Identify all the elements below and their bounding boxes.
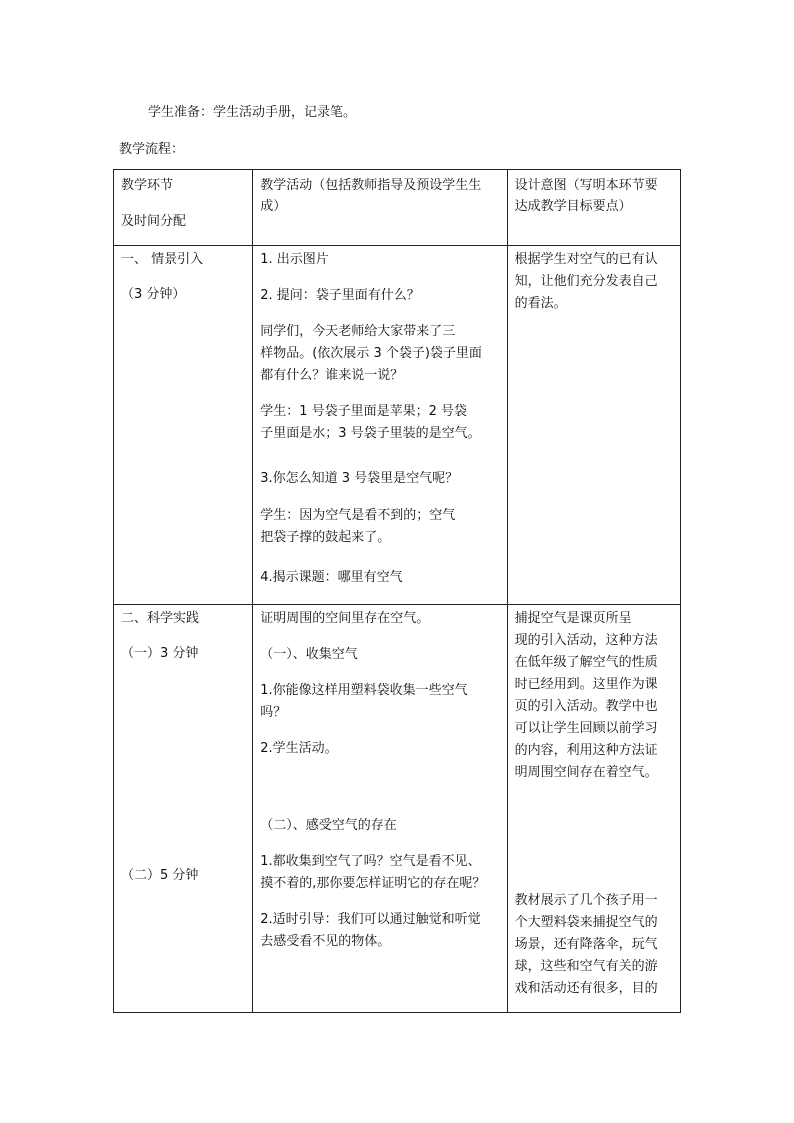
lesson-table — [113, 169, 681, 1013]
row1-activity-cell — [253, 246, 507, 605]
row2-activity-line: 1.都收集到空气了吗？空气是看不见、 — [260, 854, 481, 869]
row1-activity-line: 同学们，今天老师给大家带来了三 — [260, 324, 456, 339]
row2-activity-cell — [253, 605, 507, 1013]
row2-activity-line: 2.适时引导：我们可以通过触觉和听觉 — [260, 912, 481, 927]
row1-activity-line: 把袋子撑的鼓起来了。 — [260, 530, 391, 545]
row1-activity-line: 3.你怎么知道 3 号袋里是空气呢？ — [260, 471, 459, 486]
row2-activity-line: 1.你能像这样用塑料袋收集一些空气 — [260, 683, 468, 698]
table-header-row — [114, 170, 681, 246]
student-prep-text: 学生准备：学生活动手册，记录笔。 — [148, 105, 357, 120]
row2-stage-time-1: （一）3 分钟 — [121, 646, 199, 661]
row1-intent-cell — [507, 246, 680, 605]
row2-intent-line: 在低年级了解空气的性质 — [514, 655, 658, 670]
row2-intent-line: 教材展示了几个孩子用一 — [514, 893, 658, 908]
row2-activity-line: 吗？ — [260, 705, 287, 720]
table-row — [114, 246, 681, 605]
row1-stage-cell — [114, 246, 253, 605]
row1-intent-line: 的看法。 — [514, 296, 567, 311]
row2-intent-line: 的内容，利用这种方法证 — [514, 743, 658, 758]
row2-intent-line: 场景，还有降落伞，玩气 — [514, 937, 658, 952]
header-cell-intent — [507, 170, 680, 246]
header-cell-activity — [253, 170, 507, 246]
row1-activity-line: 子里面是水；3 号袋子里装的是空气。 — [260, 426, 481, 441]
row2-activity-line: 证明周围的空间里存在空气。 — [260, 611, 430, 626]
row1-stage-time: （3 分钟） — [121, 287, 186, 302]
row1-activity-line: 都有什么？谁来说一说？ — [260, 368, 404, 383]
row1-activity-line: 2. 提问：袋子里面有什么？ — [260, 288, 420, 303]
row2-stage-cell — [114, 605, 253, 1013]
row1-activity-line: 学生：1 号袋子里面是苹果；2 号袋 — [260, 404, 468, 419]
header-activity-line1: 教学活动（包括教师指导及预设学生生 — [260, 178, 482, 193]
row2-activity-line: （二）、感受空气的存在 — [260, 818, 397, 833]
row2-intent-cell — [507, 605, 680, 1013]
header-cell-stage — [114, 170, 253, 246]
row1-activity-line: 学生：因为空气是看不到的；空气 — [260, 508, 456, 523]
row2-activity-line: 2.学生活动。 — [260, 741, 338, 756]
row2-intent-line: 个大塑料袋来捕捉空气的 — [514, 915, 658, 930]
row2-intent-line: 现的引入活动，这种方法 — [514, 633, 658, 648]
row2-intent-line: 页的引入活动。教学中也 — [514, 699, 658, 714]
row2-stage-title: 二、科学实践 — [121, 611, 200, 626]
row2-intent-line: 球，这些和空气有关的游 — [514, 959, 658, 974]
table-row — [114, 605, 681, 1013]
row2-activity-line: （一）、收集空气 — [260, 647, 358, 662]
row2-intent-line: 捕捉空气是课页所呈 — [514, 611, 632, 626]
row2-intent-line: 明周围空间存在着空气。 — [514, 765, 658, 780]
row2-activity-line: 摸不着的,那你要怎样证明它的存在呢？ — [260, 876, 486, 891]
row1-activity-line: 4.揭示课题：哪里有空气 — [260, 570, 403, 585]
row1-intent-line: 知，让他们充分发表自己 — [514, 274, 658, 289]
row1-activity-line: 1. 出示图片 — [260, 252, 329, 267]
row2-intent-line: 可以让学生回顾以前学习 — [514, 721, 658, 736]
row2-activity-line: 去感受看不见的物体。 — [260, 934, 391, 949]
row1-activity-line: 样物品。(依次展示 3 个袋子)袋子里面 — [260, 346, 482, 361]
row1-intent-line: 根据学生对空气的已有认 — [514, 252, 658, 267]
row1-stage-title: 一、 情景引入 — [121, 252, 204, 267]
row2-intent-line: 时已经用到。这里作为课 — [514, 677, 658, 692]
header-stage-line2: 及时间分配 — [121, 214, 187, 229]
header-intent-line1: 设计意图（写明本环节要 — [514, 178, 658, 193]
row2-intent-line: 戏和活动还有很多，目的 — [514, 981, 658, 996]
header-intent-line2: 达成教学目标要点） — [514, 199, 632, 214]
header-activity-line2: 成） — [260, 199, 287, 214]
header-stage-line1: 教学环节 — [121, 178, 174, 193]
row2-stage-time-2: （二）5 分钟 — [121, 868, 199, 883]
teaching-flow-label: 教学流程： — [119, 142, 185, 157]
